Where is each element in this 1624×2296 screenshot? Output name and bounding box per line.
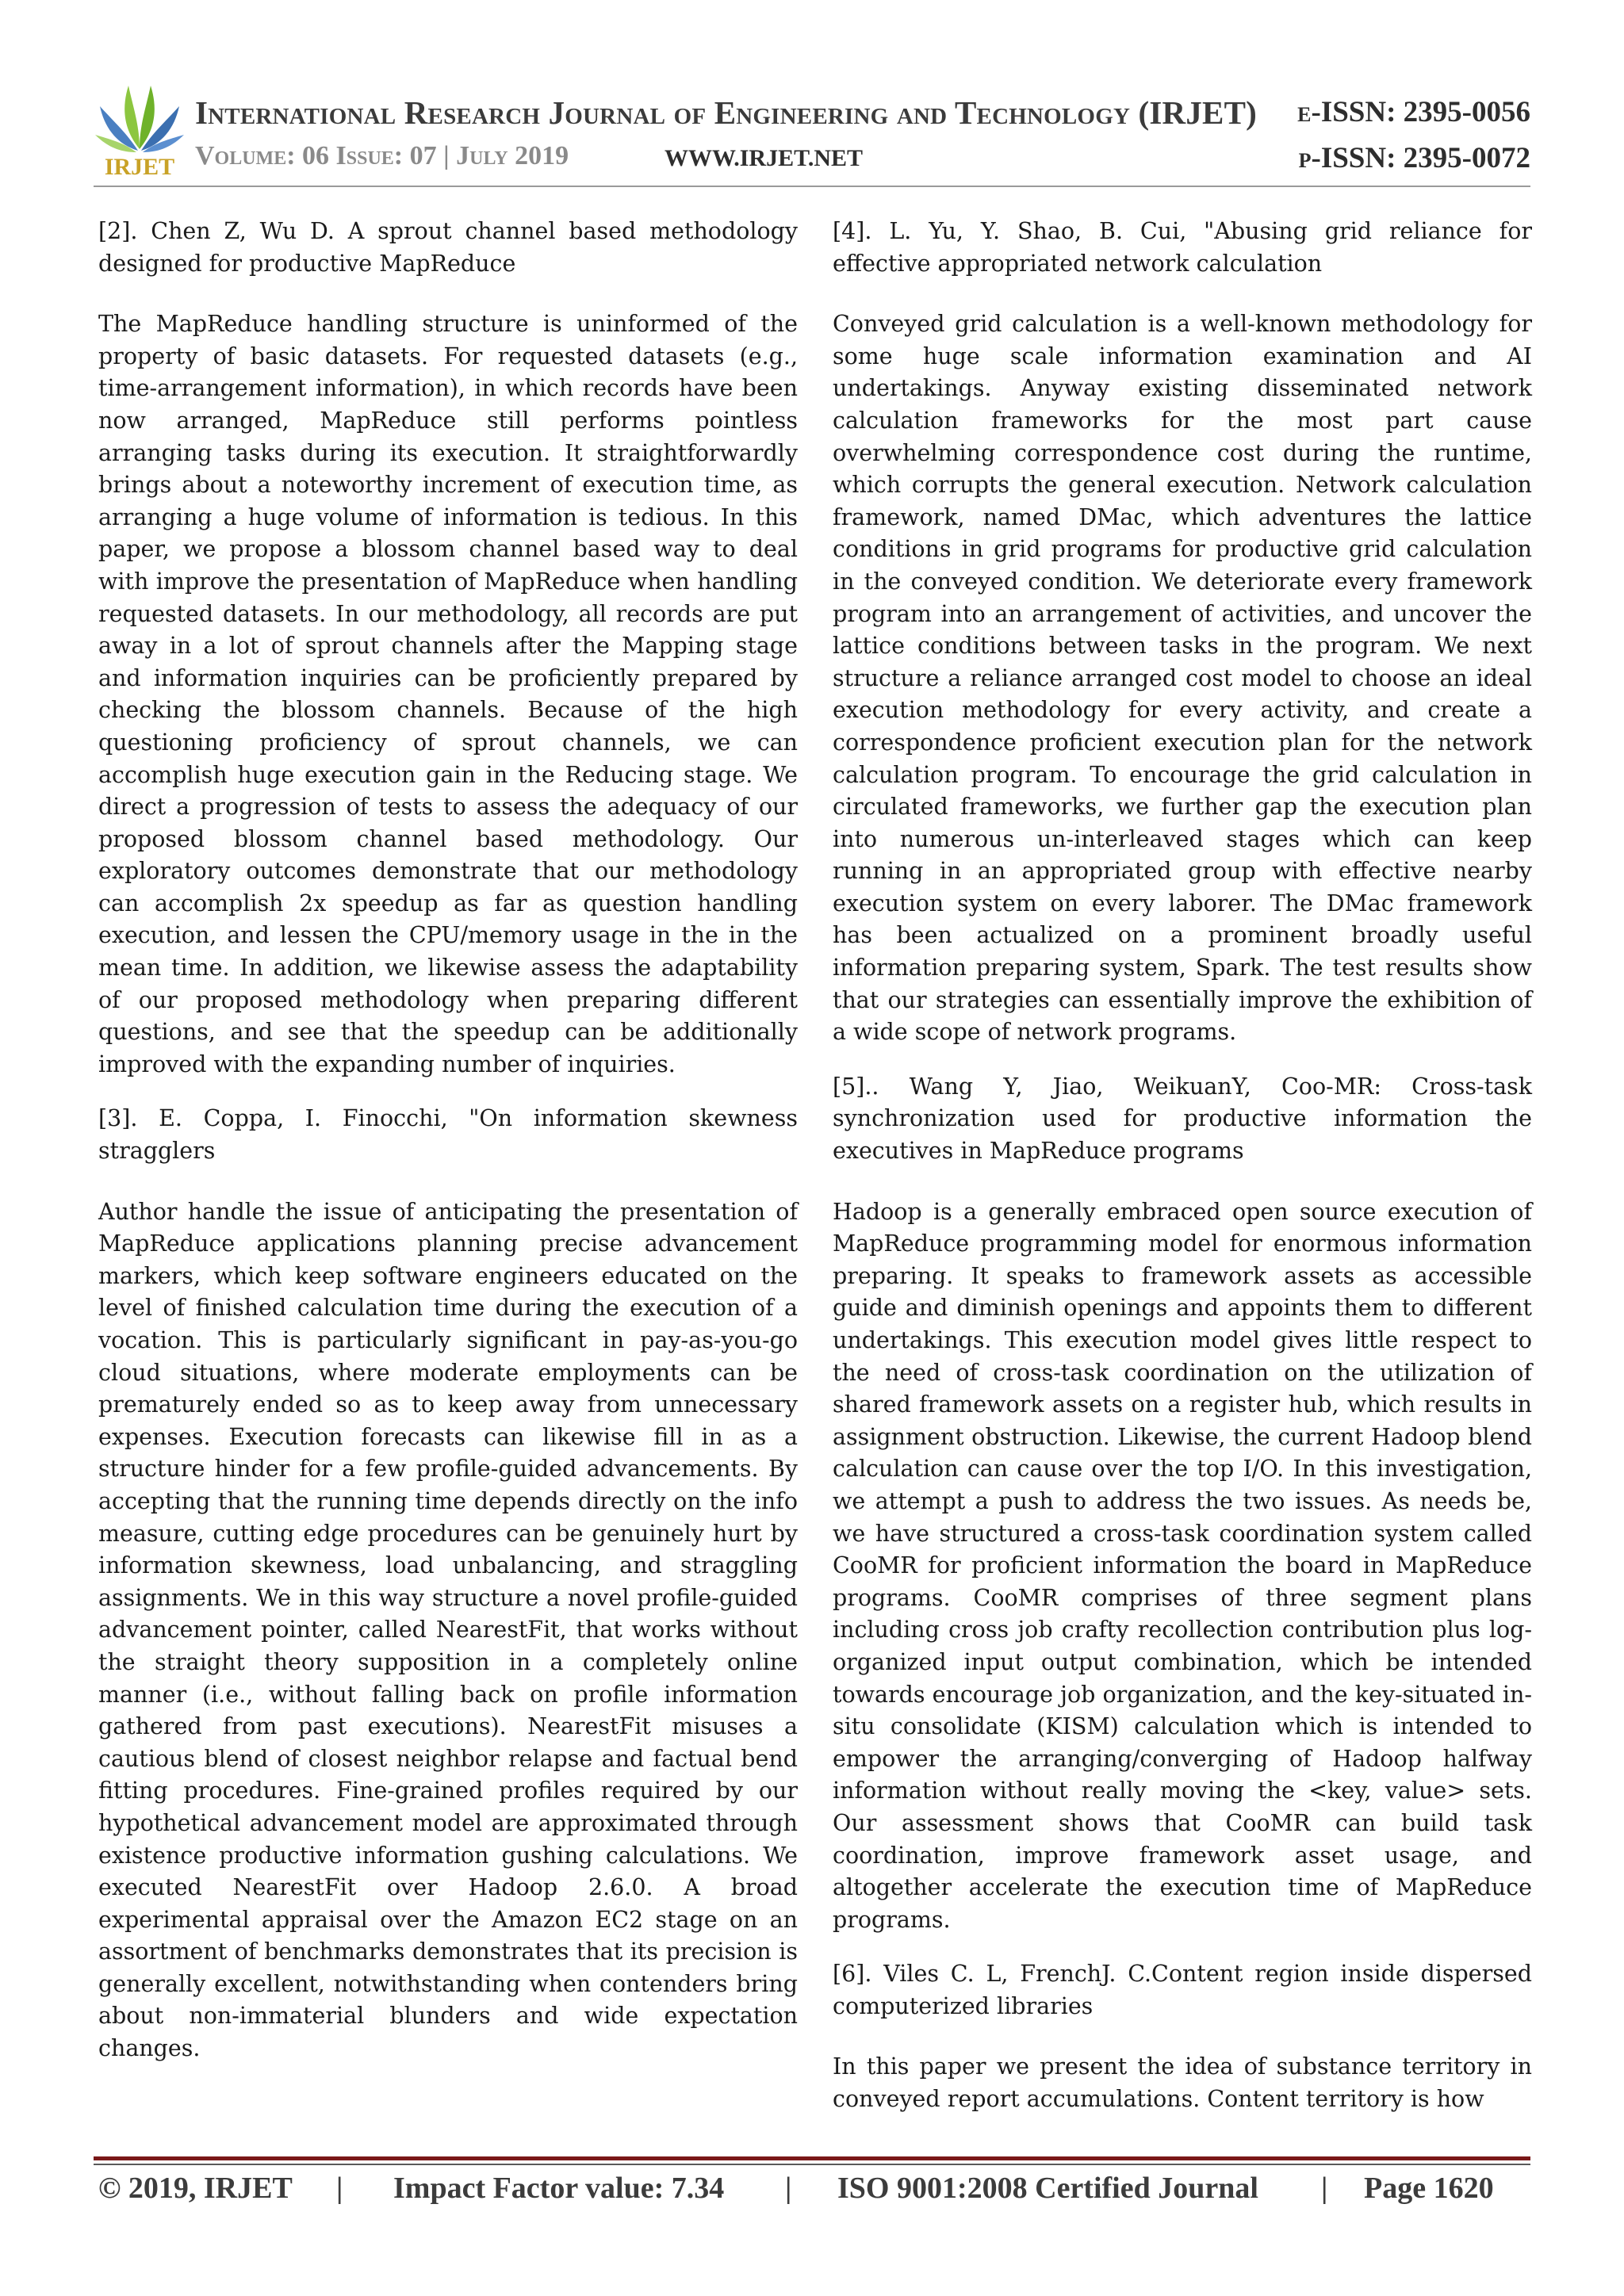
impact-factor: Impact Factor value: 7.34 (393, 2172, 725, 2205)
reference-summary: The MapReduce handling structure is uninformed of the property of basic datasets. For requested datasets (e.g., time-arrangement information), in which records have been now arranged, MapReduce still performs pointless arranging tasks during its execution. It straightforwardly brings about a noteworthy increment of execution time, as arranging a huge volume of information is tedious. In this paper, we propose a blossom channel based way to deal with improve the presentation of MapReduce when handling requested datasets. In our methodology, all records are put away in a lot of sprout channels after the Mapping stage and information inquiries can be proficiently prepared by checking the blossom channels. Because of the high questioning proficiency of sprout channels, we can accomplish huge execution gain in the Reducing stage. We direct a progression of tests to assess the adequacy of our proposed blossom channel based methodology. Our exploratory outcomes demonstrate that our methodology can accomplish 2x speedup as far as question handling execution, and lessen the CPU/memory usage in the in the mean time. In addition, we likewise assess the adaptability of our proposed methodology when preparing different questions, and see that the speedup can be additionally improved with the expanding number of inquiries. (98, 311, 798, 1077)
footer-divider-thin (94, 2164, 1530, 2165)
e-issn: e-ISSN: 2395-0056 (1297, 96, 1530, 128)
iso-certification: ISO 9001:2008 Certified Journal (837, 2172, 1258, 2205)
reference-heading: [6]. Viles C. L, FrenchJ. C.Content region inside dispersed computerized libraries (833, 1961, 1532, 2019)
footer-divider (94, 2156, 1530, 2160)
reference-heading: [5].. Wang Y, Jiao, WeikuanY, Coo-MR: Cross-task synchronization used for productive information the executives in MapReduce programs (833, 1073, 1532, 1165)
page-number: Page 1620 (1364, 2172, 1494, 2205)
page-header (0, 0, 1624, 206)
journal-title: International Research Journal of Engineering and Technology (IRJET) (195, 94, 1258, 131)
irjet-logo (94, 76, 186, 181)
reference-summary: Conveyed grid calculation is a well-known methodology for some huge scale information examination and AI undertakings. Anyway existing disseminated network calculation frameworks for the most part cause overwhelming correspondence cost during the runtime, which corrupts the general execution. Network calculation framework, named DMac, which adventures the lattice conditions in grid programs for productive grid calculation in the conveyed condition. We deteriorate every framework program into an arrangement of activities, and uncover the lattice conditions between tasks in the program. We next structure a reliance arranged cost model to choose an ideal execution methodology for every activity, and create a correspondence proficient execution plan for the network calculation program. To encourage the grid calculation in circulated frameworks, we further gap the execution plan into numerous un-interleaved stages which can keep running in an appropriated group with effective nearby execution system on every laborer. The DMac framework has been actualized on a prominent broadly useful information preparing system, Spark. The test results show that our strategies can essentially improve the exhibition of a wide scope of network programs. (833, 311, 1532, 1046)
left-column (98, 216, 798, 2087)
volume-issue-line: Volume: 06 Issue: 07 | July 2019 (195, 141, 569, 170)
logo-text: IRJET (104, 154, 175, 180)
logo-leaves-icon (95, 86, 184, 152)
reference-heading: [4]. L. Yu, Y. Shao, B. Cui, "Abusing grid reliance for effective appropriated network calculation (833, 218, 1532, 277)
reference-summary: Author handle the issue of anticipating the presentation of MapReduce applications planning precise advancement markers, which keep software engineers educated on the level of finished calculation time during the execution of a vocation. This is particularly significant in pay-as-you-go cloud situations, where moderate employments can be prematurely ended so as to keep away from unnecessary expenses. Execution forecasts can likewise fill in as a structure hinder for a few profile-guided advancements. By accepting that the running time depends directly on the info measure, cutting edge procedures can be genuinely hurt by information skewness, load unbalancing, and straggling assignments. We in this way structure a novel profile-guided advancement pointer, called NearestFit, that works without the straight theory supposition in a completely online manner (i.e., without falling back on profile information gathered from past executions). NearestFit misuses a cautious blend of closest neighbor relapse and factual bend fitting procedures. Fine-grained profiles required by our hypothetical advancement model are approximated through existence productive information gushing calculations. We executed NearestFit over Hadoop 2.6.0. A broad experimental appraisal over the Amazon EC2 stage on an assortment of benchmarks demonstrates that its precision is generally excellent, notwithstanding when contenders bring about non-immaterial blunders and wide expectation changes. (98, 1198, 798, 2062)
footer-separator: | (1321, 2172, 1328, 2205)
header-divider (94, 186, 1530, 187)
reference-heading: [3]. E. Coppa, I. Finocchi, "On information skewness stragglers (98, 1105, 798, 1165)
reference-summary: Hadoop is a generally embraced open source execution of MapReduce programming model for enormous information preparing. It speaks to framework assets as accessible guide and diminish openings and appoints them to different undertakings. This execution model gives little respect to the need of cross-task coordination on the utilization of shared framework assets on a register hub, which results in assignment obstruction. Likewise, the current Hadoop blend calculation can cause over the top I/O. In this investigation, we attempt a push to address the two issues. As needs be, we have structured a cross-task coordination system called CooMR for proficient information the board in MapReduce programs. CooMR comprises of three segment plans including cross job crafty recollection contribution plus log-organized input output combination, which be intended towards encourage job organization, and the key-situated in-situ consolidate (KISM) calculation which is intended to empower the arranging/converging of Hadoop halfway information without really moving the <key, value> sets. Our assessment shows that CooMR can build task coordination, improve framework asset usage, and altogether accelerate the execution time of MapReduce programs. (833, 1198, 1532, 1933)
reference-summary: In this paper we present the idea of substance territory in conveyed report accumulations. Content territory is how (833, 2053, 1532, 2113)
p-issn: p-ISSN: 2395-0072 (1298, 142, 1530, 174)
footer-separator: | (336, 2172, 343, 2205)
page-footer (98, 2171, 1530, 2218)
reference-heading: [2]. Chen Z, Wu D. A sprout channel based methodology designed for productive MapReduce (98, 218, 798, 277)
copyright: © 2019, IRJET (98, 2172, 293, 2205)
right-column (833, 216, 1532, 2138)
footer-separator: | (785, 2172, 792, 2205)
journal-website-link[interactable]: WWW.IRJET.NET (665, 145, 864, 171)
